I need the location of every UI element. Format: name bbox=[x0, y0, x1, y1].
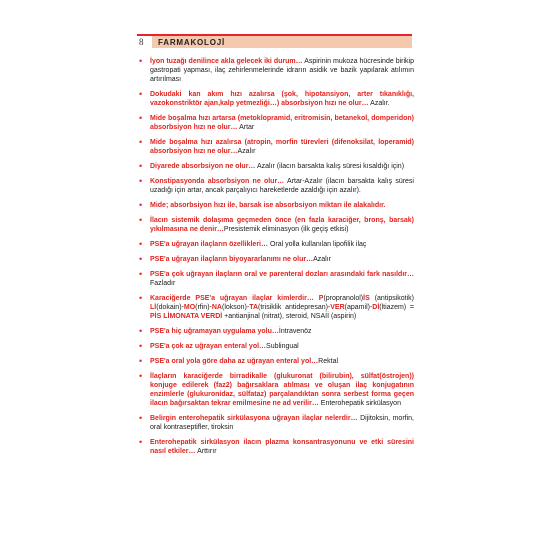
list-item bbox=[138, 216, 414, 234]
chapter-title: FARMAKOLOJİ bbox=[152, 36, 412, 48]
bullet-icon: • bbox=[139, 113, 143, 123]
pse-segment: (trisiklik antidepresan)- bbox=[258, 304, 331, 311]
answer-text: Azalır. bbox=[368, 100, 390, 107]
list-item bbox=[138, 162, 414, 171]
bullet-icon: • bbox=[139, 200, 143, 210]
bullet-icon: • bbox=[139, 89, 143, 99]
page-header bbox=[137, 34, 412, 48]
pse-segment: TA bbox=[249, 304, 259, 311]
answer-text: Rektal bbox=[318, 358, 339, 365]
bullet-icon: • bbox=[139, 269, 143, 279]
question-text: Mide boşalma hızı azalırsa (atropin, morfin türevleri (difenoksilat, loperamid) absorbsiyon hızı ne olur… bbox=[150, 139, 414, 155]
question-text: İlaçların karaciğerde birradikalle (glukuronat (bilirubin), sülfat(östrojen)) konjuge edilerek (faz2) bağırsaklara atılması ve oluşan ilaç konjugatının enzimlerle (glukuronidaz, sülfataz) parçalandıktan sonra serbest forma geçen ilacın bağırsaktan tekrar emilmesine ne ad verilir… bbox=[150, 373, 414, 407]
bullet-icon: • bbox=[139, 176, 143, 186]
list-item bbox=[138, 57, 414, 84]
bullet-icon: • bbox=[139, 137, 143, 147]
bullet-icon: • bbox=[139, 326, 143, 336]
answer-text: Fazladır bbox=[150, 280, 176, 287]
question-text: PSE'a oral yola göre daha az uğrayan enteral yol… bbox=[150, 358, 319, 365]
bullet-icon: • bbox=[139, 413, 143, 423]
answer-text: Arttırır bbox=[195, 448, 217, 455]
pse-segment: (ltiazem) = bbox=[379, 304, 414, 311]
pse-drugs-text bbox=[150, 295, 414, 320]
list-item bbox=[138, 255, 414, 264]
pse-segment: NA bbox=[211, 304, 222, 311]
bullet-icon: • bbox=[139, 56, 143, 66]
list-item bbox=[138, 90, 414, 108]
list-item bbox=[138, 438, 414, 456]
pse-segment: MO bbox=[183, 304, 196, 311]
pse-segment: İS bbox=[363, 295, 370, 302]
question-list bbox=[138, 57, 414, 462]
answer-text: Dijitoksin, morfin, oral kontraseptifler, tiroksin bbox=[150, 415, 414, 431]
list-item bbox=[138, 201, 414, 210]
bullet-icon: • bbox=[139, 239, 143, 249]
pse-segment: (propranolol) bbox=[323, 295, 364, 302]
question-text: Diyarede absorbsiyon ne olur… bbox=[150, 163, 256, 170]
pse-segment: (apamil)- bbox=[344, 304, 373, 311]
answer-text: Aspirinin mukoza hücresinde birikip gastropati yapması, ilaç zehirlenmelerinde idrarın asidik ve bazik yapılarak atılımın artırılması bbox=[150, 58, 414, 83]
answer-text: Azalır bbox=[313, 256, 332, 263]
bullet-icon: • bbox=[139, 293, 143, 303]
answer-text: Sublingual bbox=[266, 343, 299, 350]
question-text: Belirgin enterohepatik sirkülasyona uğrayan ilaçlar nelerdir… bbox=[150, 415, 358, 422]
question-text: PSE'a hiç uğramayan uygulama yolu… bbox=[150, 328, 279, 335]
bullet-icon: • bbox=[139, 341, 143, 351]
bullet-icon: • bbox=[139, 437, 143, 447]
bullet-icon: • bbox=[139, 254, 143, 264]
question-text: Enterohepatik sirkülasyon ilacın plazma konsantrasyonunu ve etki süresini nasıl etkiler… bbox=[150, 439, 414, 455]
bullet-icon: • bbox=[139, 161, 143, 171]
list-item bbox=[138, 114, 414, 132]
pse-segment: VER bbox=[330, 304, 345, 311]
answer-text: Presistemik eliminasyon (ilk geçiş etkisi) bbox=[223, 226, 349, 233]
pse-segment: P bbox=[318, 295, 324, 302]
list-item bbox=[138, 240, 414, 249]
answer-text: Enterohepatik sirkülasyon bbox=[318, 400, 401, 407]
question-text: Mide; absorbsiyon hızı ile, barsak ise absorbsiyon miktarı ile alakalıdır. bbox=[150, 202, 386, 209]
pse-segment: (lokson)- bbox=[221, 304, 250, 311]
pse-segment: (dokain)- bbox=[156, 304, 184, 311]
question-text: PSE'a çok az uğrayan enteral yol… bbox=[150, 343, 267, 350]
list-item bbox=[138, 138, 414, 156]
answer-text: Oral yolla kullanılan lipofilik ilaç bbox=[268, 241, 367, 248]
bullet-icon: • bbox=[139, 356, 143, 366]
question-text: Mide boşalma hızı artarsa (metoklopramid, eritromisin, betanekol, domperidon) absorbsiyon hızı ne olur… bbox=[150, 115, 414, 131]
list-item bbox=[138, 372, 414, 408]
question-text: PSE'a çok uğrayan ilaçların oral ve parenteral dozları arasındaki fark nasıldır… bbox=[150, 271, 414, 278]
list-item bbox=[138, 327, 414, 336]
question-text: PSE'a uğrayan ilaçların biyoyararlanımı ne olur… bbox=[150, 256, 314, 263]
pse-segment: Karaciğerde PSE'a uğrayan ilaçlar kimlerdir… bbox=[150, 295, 314, 302]
pse-segment: Lİ bbox=[150, 304, 157, 311]
pse-segment: (antipsikotik) bbox=[369, 295, 414, 302]
question-text: İlacın sistemik dolaşıma geçmeden önce (en fazla karaciğer, bronş, barsak) yıkılmasına ne denir… bbox=[150, 217, 414, 233]
answer-text: Azalır bbox=[237, 148, 256, 155]
pse-segment: Dİ bbox=[372, 304, 380, 311]
answer-text: Artar-Azalır (ilacın barsakta kalış süresi uzadığı için artar, ancak parçalıyıcı hareketlerde azaldığı için azalır). bbox=[150, 178, 414, 194]
answer-text: Azalır (ilacın barsakta kalış süresi kısaldığı için) bbox=[255, 163, 405, 170]
answer-text: Artar bbox=[237, 124, 255, 131]
question-text: Dokudaki kan akım hızı azalırsa (şok, hipotansiyon, arter tıkanıklığı, vazokonstriktör ajan,kalp yetmezliği…) absorbsiyon hızı ne olur… bbox=[150, 91, 414, 107]
page-number: 8 bbox=[139, 37, 144, 47]
list-item-pse-drugs bbox=[138, 294, 414, 321]
question-text: PSE'a uğrayan ilaçların özellikleri… bbox=[150, 241, 268, 248]
bullet-icon: • bbox=[139, 371, 143, 381]
pse-segment: (rfin)- bbox=[195, 304, 212, 311]
list-item bbox=[138, 414, 414, 432]
question-text: İyon tuzağı denilince akla gelecek iki durum… bbox=[150, 58, 303, 65]
list-item bbox=[138, 342, 414, 351]
list-item bbox=[138, 270, 414, 288]
pse-segment: PİS LİMONATA VERDİ bbox=[150, 313, 223, 320]
pse-segment: +antianjinal (nitrat), steroid, NSAİİ (aspirin) bbox=[222, 313, 357, 320]
list-item bbox=[138, 357, 414, 366]
answer-text: İntravenöz bbox=[278, 328, 312, 335]
bullet-icon: • bbox=[139, 215, 143, 225]
question-text: Konstipasyonda absorbsiyon ne olur… bbox=[150, 178, 285, 185]
list-item bbox=[138, 177, 414, 195]
